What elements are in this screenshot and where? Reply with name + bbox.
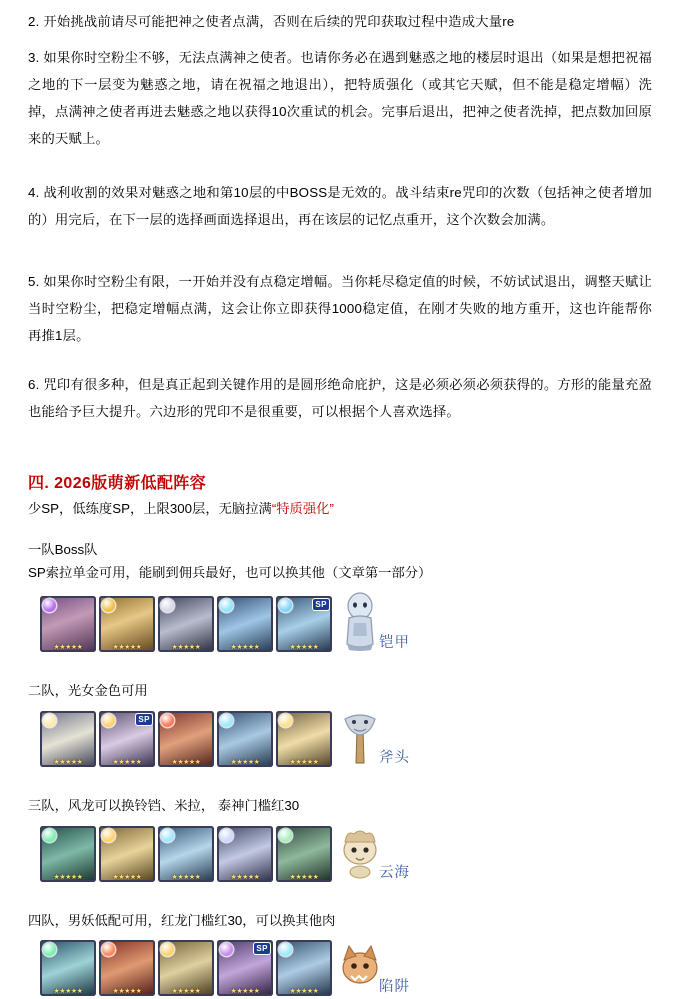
unit-card[interactable] (158, 596, 214, 652)
element-icon (220, 714, 233, 727)
rarity-stars: ★★★★★ (230, 988, 260, 995)
unit-card[interactable] (40, 596, 96, 652)
unit-card[interactable] (217, 826, 273, 882)
rarity-stars: ★★★★★ (289, 988, 319, 995)
team1-note: SP索拉单金可用，能刷到佣兵最好，也可以换其他（文章第一部分） (28, 565, 432, 580)
element-icon (43, 829, 56, 842)
team2-title: 二队，光女金色可用 (28, 683, 148, 698)
unit-card[interactable] (217, 596, 273, 652)
paragraph-2: 2. 开始挑战前请尽可能把神之使者点满，否则在后续的咒印获取过程中造成大量re (28, 14, 515, 29)
element-icon (43, 714, 56, 727)
rarity-stars: ★★★★★ (112, 874, 142, 881)
team4-mascot-wrap (335, 934, 410, 996)
team1-mascot-label: 铠甲 (379, 635, 410, 651)
unit-card[interactable] (158, 940, 214, 996)
unit-card[interactable] (99, 596, 155, 652)
team3-mascot-wrap (335, 820, 410, 882)
element-icon (220, 943, 233, 956)
element-icon (102, 829, 115, 842)
unit-card[interactable] (276, 711, 332, 767)
element-icon (43, 599, 56, 612)
paragraph-5: 5. 如果你时空粉尘有限，一开始并没有点稳定增幅。当你耗尽稳定值的时候，不妨试试退出，调整天赋让当时空粉尘，把稳定增幅点满，这会让你立即获得1000稳定值，在刚才失败的地方重开，这也许能帮你再推1层。 (28, 274, 652, 343)
paragraph-6: 6. 咒印有很多种，但是真正起到关键作用的是圆形绝命庇护，这是必须必须必须获得的。方形的能量充盈也能给予巨大提升。六边形的咒印不是很重要，可以根据个人喜欢选择。 (28, 377, 652, 419)
rarity-stars: ★★★★★ (112, 988, 142, 995)
unit-card[interactable] (217, 940, 273, 996)
rarity-stars: ★★★★★ (53, 759, 83, 766)
team4-title: 四队，男妖低配可用，红龙门槛红30，可以换其他肉 (28, 913, 336, 928)
element-icon (279, 714, 292, 727)
rarity-stars: ★★★★★ (171, 644, 201, 651)
unit-card[interactable] (276, 826, 332, 882)
unit-card[interactable] (276, 940, 332, 996)
element-icon (220, 599, 233, 612)
team3-title: 三队，风龙可以换铃铛、米拉， 泰神门槛红30 (28, 798, 300, 813)
unit-card[interactable] (217, 711, 273, 767)
unit-card[interactable] (40, 940, 96, 996)
armor-icon (337, 590, 383, 652)
unit-card[interactable] (158, 826, 214, 882)
rarity-stars: ★★★★★ (112, 759, 142, 766)
team1-title: 一队Boss队 (28, 542, 98, 557)
rarity-stars: ★★★★★ (171, 759, 201, 766)
element-icon (279, 599, 292, 612)
rarity-stars: ★★★★★ (53, 874, 83, 881)
unit-card[interactable] (99, 940, 155, 996)
element-icon (102, 599, 115, 612)
team3-roster (40, 820, 410, 882)
unit-card[interactable] (158, 711, 214, 767)
team4-roster (40, 934, 410, 996)
paragraph-3: 3. 如果你时空粉尘不够，无法点满神之使者。也请你务必在遇到魅惑之地的楼层时退出（如果是想把祝福之地的下一层变为魅惑之地，请在祝福之地退出），把特质强化（或其它天赋，但不能是稳定增幅）洗掉，点满神之使者再进去魅惑之地以获得10次重试的机会。完事后退出，把神之使者洗掉，把点数加回原来的天赋上。 (28, 50, 652, 146)
element-icon (279, 943, 292, 956)
team2-roster (40, 705, 410, 767)
axe-icon (337, 705, 383, 767)
element-icon (161, 714, 174, 727)
rarity-stars: ★★★★★ (112, 644, 142, 651)
team1-mascot-wrap (335, 590, 410, 652)
unit-card[interactable] (40, 826, 96, 882)
element-icon (161, 599, 174, 612)
rarity-stars: ★★★★★ (289, 874, 319, 881)
team2-mascot-label: 斧头 (379, 750, 410, 766)
section-heading: 四. 2026版萌新低配阵容 (28, 475, 207, 492)
unit-card[interactable] (40, 711, 96, 767)
element-icon (220, 829, 233, 842)
rarity-stars: ★★★★★ (289, 644, 319, 651)
sp-badge: SP (253, 942, 271, 955)
section-subtitle-highlight: “特质强化” (271, 501, 334, 516)
trap-icon (337, 934, 383, 996)
unit-card[interactable] (99, 711, 155, 767)
element-icon (161, 943, 174, 956)
rarity-stars: ★★★★★ (230, 759, 260, 766)
team2-mascot-wrap (335, 705, 410, 767)
team3-mascot-label: 云海 (379, 865, 410, 881)
unit-card[interactable] (99, 826, 155, 882)
paragraph-4: 4. 战利收割的效果对魅惑之地和第10层的中BOSS是无效的。战斗结束re咒印的次数（包括神之使者增加的）用完后，在下一层的选择画面选择退出，再在该层的记忆点重开，这个次数会加满。 (28, 185, 652, 227)
cloud-icon (337, 820, 383, 882)
element-icon (161, 829, 174, 842)
rarity-stars: ★★★★★ (289, 759, 319, 766)
sp-badge: SP (312, 598, 330, 611)
element-icon (279, 829, 292, 842)
unit-card[interactable] (276, 596, 332, 652)
rarity-stars: ★★★★★ (53, 644, 83, 651)
rarity-stars: ★★★★★ (53, 988, 83, 995)
element-icon (102, 714, 115, 727)
rarity-stars: ★★★★★ (171, 988, 201, 995)
team4-mascot-label: 陷阱 (379, 979, 410, 995)
element-icon (43, 943, 56, 956)
sp-badge: SP (135, 713, 153, 726)
team1-roster (40, 590, 410, 652)
rarity-stars: ★★★★★ (171, 874, 201, 881)
rarity-stars: ★★★★★ (230, 644, 260, 651)
rarity-stars: ★★★★★ (230, 874, 260, 881)
section-subtitle-text: 少SP，低练度SP，上限300层，无脑拉满 (28, 501, 272, 516)
section-subtitle (28, 497, 334, 521)
element-icon (102, 943, 115, 956)
